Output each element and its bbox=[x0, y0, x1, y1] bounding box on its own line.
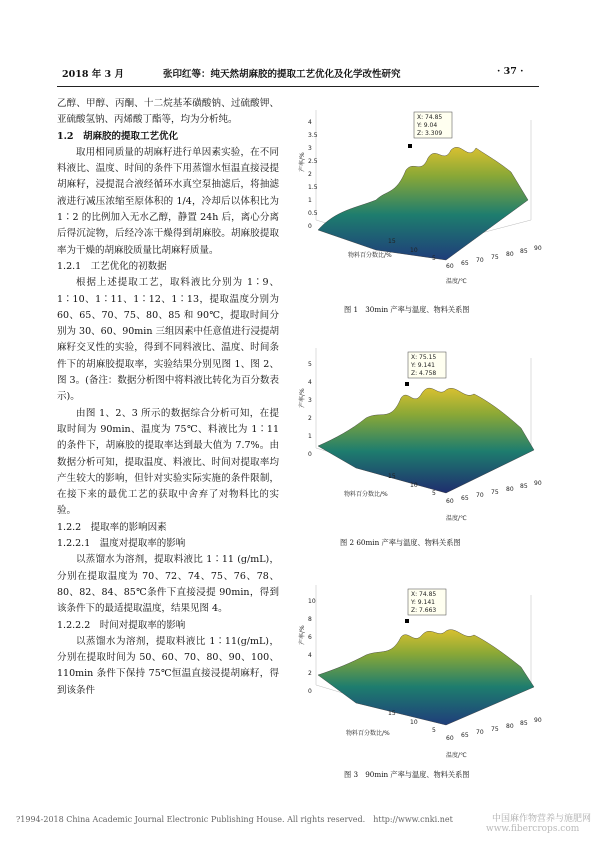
subsection-heading: 1.2.1 工艺优化的初数据 bbox=[57, 260, 167, 272]
x-tick: 65 bbox=[461, 495, 469, 502]
figure-3 bbox=[296, 575, 548, 775]
figure-3-caption: 图 3 90min 产率与温度、物料关系图 bbox=[344, 770, 470, 779]
datatip-marker bbox=[405, 382, 409, 386]
subsubsection-heading: 1.2.2.2 时间对提取率的影响 bbox=[57, 619, 186, 631]
header-title: 张印红等：纯天然胡麻胶的提取工艺优化及化学改性研究 bbox=[163, 69, 401, 80]
datatip-x: X: 74.85 bbox=[417, 114, 443, 121]
datatip-y: Y: 9.141 bbox=[411, 362, 435, 369]
z-tick: 3.5 bbox=[308, 132, 318, 139]
surface bbox=[318, 630, 534, 725]
z-tick: 1 bbox=[308, 433, 312, 440]
x-tick: 70 bbox=[476, 729, 484, 736]
z-tick: 6 bbox=[308, 634, 312, 641]
x-tick: 85 bbox=[520, 248, 528, 255]
y-tick: 10 bbox=[410, 482, 418, 489]
datatip-z: Z: 3.309 bbox=[417, 130, 443, 137]
z-tick: 4 bbox=[308, 119, 312, 126]
datatip-marker bbox=[408, 144, 412, 148]
header-date: 2018 年 3 月 bbox=[62, 69, 124, 80]
x-tick: 75 bbox=[491, 254, 499, 261]
x-tick: 65 bbox=[461, 732, 469, 739]
z-tick: 8 bbox=[308, 616, 312, 623]
z-tick: 0 bbox=[308, 451, 312, 458]
x-axis-label: 温度/℃ bbox=[446, 515, 467, 522]
watermark-text: 中国麻作物营养与施肥网 bbox=[492, 814, 592, 824]
datatip-z: Z: 4.758 bbox=[411, 370, 437, 377]
z-axis-label: 产率/% bbox=[299, 625, 306, 645]
x-tick: 90 bbox=[534, 245, 542, 252]
x-tick: 90 bbox=[534, 717, 542, 724]
z-tick: 2 bbox=[308, 171, 312, 178]
y-tick: 15 bbox=[388, 710, 396, 717]
datatip-x: X: 74.85 bbox=[411, 591, 437, 598]
z-tick: 1 bbox=[308, 197, 312, 204]
x-tick: 85 bbox=[520, 483, 528, 490]
datatip-y: Y: 9.04 bbox=[417, 122, 438, 129]
x-tick: 60 bbox=[446, 735, 454, 742]
z-tick: 2 bbox=[308, 670, 312, 677]
z-tick: 10 bbox=[308, 598, 316, 605]
watermark-url: www.fibercrops.com bbox=[486, 824, 580, 834]
x-tick: 60 bbox=[446, 263, 454, 270]
surface bbox=[318, 147, 528, 260]
paragraph-reagents: 乙醇、甲醇、丙酮、十二烷基苯磺酸钠、过硫酸钾、亚硫酸氢钠、丙烯酸丁酯等，均为分析纯。 bbox=[57, 98, 279, 126]
y-axis-label: 物料百分数比/% bbox=[346, 730, 390, 737]
surface-plot-2 bbox=[296, 338, 548, 528]
header-page: · 37 · bbox=[497, 66, 524, 77]
x-tick: 80 bbox=[506, 486, 514, 493]
surface bbox=[318, 388, 534, 493]
z-tick: 0 bbox=[308, 223, 312, 230]
surface-plot-3 bbox=[296, 575, 548, 765]
header-rule bbox=[57, 86, 539, 87]
subsection-heading: 1.2.2 提取率的影响因素 bbox=[57, 521, 167, 533]
footer bbox=[16, 814, 592, 834]
y-tick: 5 bbox=[432, 490, 436, 497]
subsubsection-heading: 1.2.2.1 温度对提取率的影响 bbox=[57, 538, 186, 550]
text-column bbox=[57, 96, 279, 699]
z-tick: 0 bbox=[308, 688, 312, 695]
y-axis-label: 物料百分数比/% bbox=[344, 491, 388, 498]
section-heading: 1.2 胡麻胶的提取工艺优化 bbox=[57, 130, 179, 142]
y-tick: 5 bbox=[432, 727, 436, 734]
y-tick: 15 bbox=[388, 238, 396, 245]
datatip-marker bbox=[405, 619, 409, 623]
x-tick: 60 bbox=[446, 498, 454, 505]
x-axis-label: 温度/℃ bbox=[446, 278, 467, 285]
x-tick: 70 bbox=[476, 257, 484, 264]
z-tick: 4 bbox=[308, 652, 312, 659]
z-tick: 0.5 bbox=[308, 210, 318, 217]
figure-2 bbox=[296, 338, 548, 538]
figure-1 bbox=[296, 100, 548, 300]
x-axis-label: 温度/℃ bbox=[446, 752, 467, 759]
z-tick: 3 bbox=[308, 145, 312, 152]
z-axis-label: 产率/% bbox=[299, 388, 306, 408]
z-tick: 2 bbox=[308, 415, 312, 422]
x-tick: 65 bbox=[461, 260, 469, 267]
datatip-x: X: 75.15 bbox=[411, 354, 437, 361]
z-tick: 5 bbox=[308, 361, 312, 368]
copyright-text: ?1994-2018 China Academic Journal Electronic Publishing House. All rights reserved. http://www.cnki.net bbox=[16, 815, 453, 824]
y-tick: 10 bbox=[410, 719, 418, 726]
y-tick: 15 bbox=[388, 473, 396, 480]
datatip-z: Z: 7.663 bbox=[411, 607, 437, 614]
paragraph: 以蒸馏水为溶剂，提取料液比 1∶11 (g/mL)，分别在提取温度为 70、72、74、75、76、78、80、82、84、85℃条件下直接浸提 90min，得到该条件下的最适提取温度，结果见图 4。 bbox=[57, 554, 279, 615]
paragraph: 取用相同质量的胡麻籽进行单因素实验，在不同料液比、温度、时间的条件下用蒸馏水恒温直接浸提胡麻籽，浸提混合液经循环水真空泵抽滤后，将抽滤液进行减压浓缩至原体积的 1/4，冷却后以体积比为 1∶2 的比例加入无水乙醇，静置 24h 后，离心分离后得沉淀物，后经冷冻干燥得到胡麻胶。胡麻胶提取率为干燥的胡麻胶质量比胡麻籽质量。 bbox=[57, 146, 279, 256]
paragraph: 根据上述提取工艺，取料液比分别为 1∶9、1∶10、1∶11、1∶12、1∶13，提取温度分别为 60、65、70、75、80、85 和 90℃，提取时间分别为 30、60、90min 三组因素中任意值进行浸提胡麻籽交叉性的实验，得到不同料液比、温度、时间条件下的胡麻胶提取率，实验结果分别见图 1、图 2、图 3。(备注：数据分析图中将料液比转化为百分数表示)。 bbox=[57, 277, 279, 403]
x-tick: 75 bbox=[491, 489, 499, 496]
y-axis-label: 物料百分数比/% bbox=[348, 252, 392, 259]
x-tick: 75 bbox=[491, 726, 499, 733]
figure-1-caption: 图 1 30min 产率与温度、物料关系图 bbox=[344, 305, 470, 314]
y-tick: 5 bbox=[432, 255, 436, 262]
paragraph: 由图 1、2、3 所示的数据综合分析可知，在提取时间为 90min、温度为 75℃、料液比为 1∶11 的条件下，胡麻胶的提取率达到最大值为 7.7%。由数据分析可知，提取温度、料液比、时间对提取率均产生较大的影响，但针对实验实际实施的条件限制，在接下来的最优工艺的获取中舍弃了对物料比的实验。 bbox=[57, 407, 279, 517]
datatip-y: Y: 9.141 bbox=[411, 599, 435, 606]
y-tick: 10 bbox=[410, 247, 418, 254]
x-tick: 85 bbox=[520, 720, 528, 727]
z-tick: 3 bbox=[308, 397, 312, 404]
figure-2-caption: 图 2 60min 产率与温度、物料关系图 bbox=[340, 538, 461, 547]
surface-plot-1 bbox=[296, 100, 548, 290]
z-tick: 2.5 bbox=[308, 158, 318, 165]
x-tick: 80 bbox=[506, 251, 514, 258]
x-tick: 90 bbox=[534, 480, 542, 487]
x-tick: 80 bbox=[506, 723, 514, 730]
z-tick: 1.5 bbox=[308, 184, 318, 191]
z-axis-label: 产率/% bbox=[299, 152, 306, 172]
z-tick: 4 bbox=[308, 379, 312, 386]
x-tick: 70 bbox=[476, 492, 484, 499]
paragraph: 以蒸馏水为溶剂，提取料液比 1∶11(g/mL)，分别在提取时间为 50、60、70、80、90、100、110min 条件下保持 75℃恒温直接浸提胡麻籽，得到该条件 bbox=[57, 635, 279, 696]
